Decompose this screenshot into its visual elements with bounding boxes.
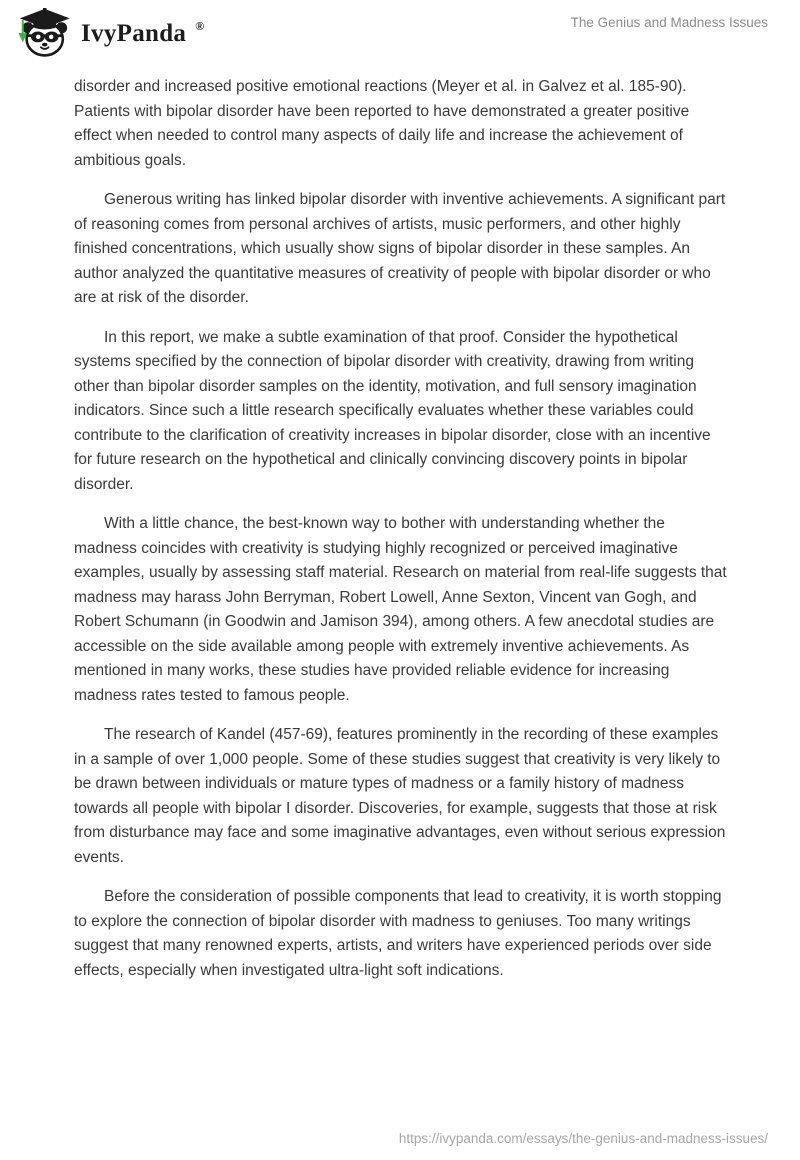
page-header [0, 0, 800, 58]
brand-name: IvyPanda [81, 19, 187, 47]
registered-mark: ® [195, 18, 205, 33]
source-url-link[interactable]: https://ivypanda.com/essays/the-genius-and-madness-issues/ [398, 1131, 768, 1146]
document-title: The Genius and Madness Issues [570, 15, 768, 30]
essay-paragraph: In this report, we make a subtle examination of that proof. Consider the hypothetical systems specified by the connection of bipolar disorder with creativity, drawing from writing other than bipolar disorder samples on the identity, motivation, and full sensory imagination indicators. Since such a little research specifically evaluates whether these variables could contribute to the clarification of creativity increases in bipolar disorder, close with an incentive for future research on the hypothetical and clinically convincing discovery points in bipolar disorder. [74, 328, 711, 493]
essay-paragraph: Before the consideration of possible components that lead to creativity, it is worth stopping to explore the connection of bipolar disorder with madness to geniuses. Too many writings suggest that many renowned experts, artists, and writers have experienced periods over side effects, especially when investigated ultra-light soft indications. [74, 888, 722, 979]
essay-paragraph: With a little chance, the best-known way to bother with understanding whether the madness coincides with creativity is studying highly recognized or perceived imaginative examples, usually by assessing staff material. Research on material from real-life suggests that madness may harass John Berryman, Robert Lowell, Anne Sexton, Vincent van Gogh, and Robert Schumann (in Goodwin and Jamison 394), among others. A few anecdotal studies are accessible on the side available among people with extremely inventive achievements. As mentioned in many works, these studies have provided reliable evidence for increasing madness rates tested to famous people. [74, 515, 727, 704]
ivypanda-logo[interactable] [14, 8, 204, 58]
essay-paragraph: Generous writing has linked bipolar disorder with inventive achievements. A significant part of reasoning comes from personal archives of artists, music performers, and other highly finished concentrations, which usually show signs of bipolar disorder in these samples. An author analyzed the quantitative measures of creativity of people with bipolar disorder or who are at risk of the disorder. [74, 191, 726, 306]
panda-graduate-icon [14, 8, 72, 58]
essay-paragraph: The research of Kandel (457-69), features prominently in the recording of these examples in a sample of over 1,000 people. Some of these studies suggest that creativity is very likely to be drawn between individuals or mature types of madness or a family history of madness towards all people with bipolar I disorder. Discoveries, for example, suggests that those at risk from disturbance may face and some imaginative advantages, even without serious expression events. [74, 726, 726, 866]
essay-body [74, 75, 728, 983]
essay-paragraph: disorder and increased positive emotional reactions (Meyer et al. in Galvez et al. 185-90). Patients with bipolar disorder have been reported to have demonstrated a greater positive effect when needed to control many aspects of daily life and increase the achievement of ambitious goals. [74, 78, 690, 169]
